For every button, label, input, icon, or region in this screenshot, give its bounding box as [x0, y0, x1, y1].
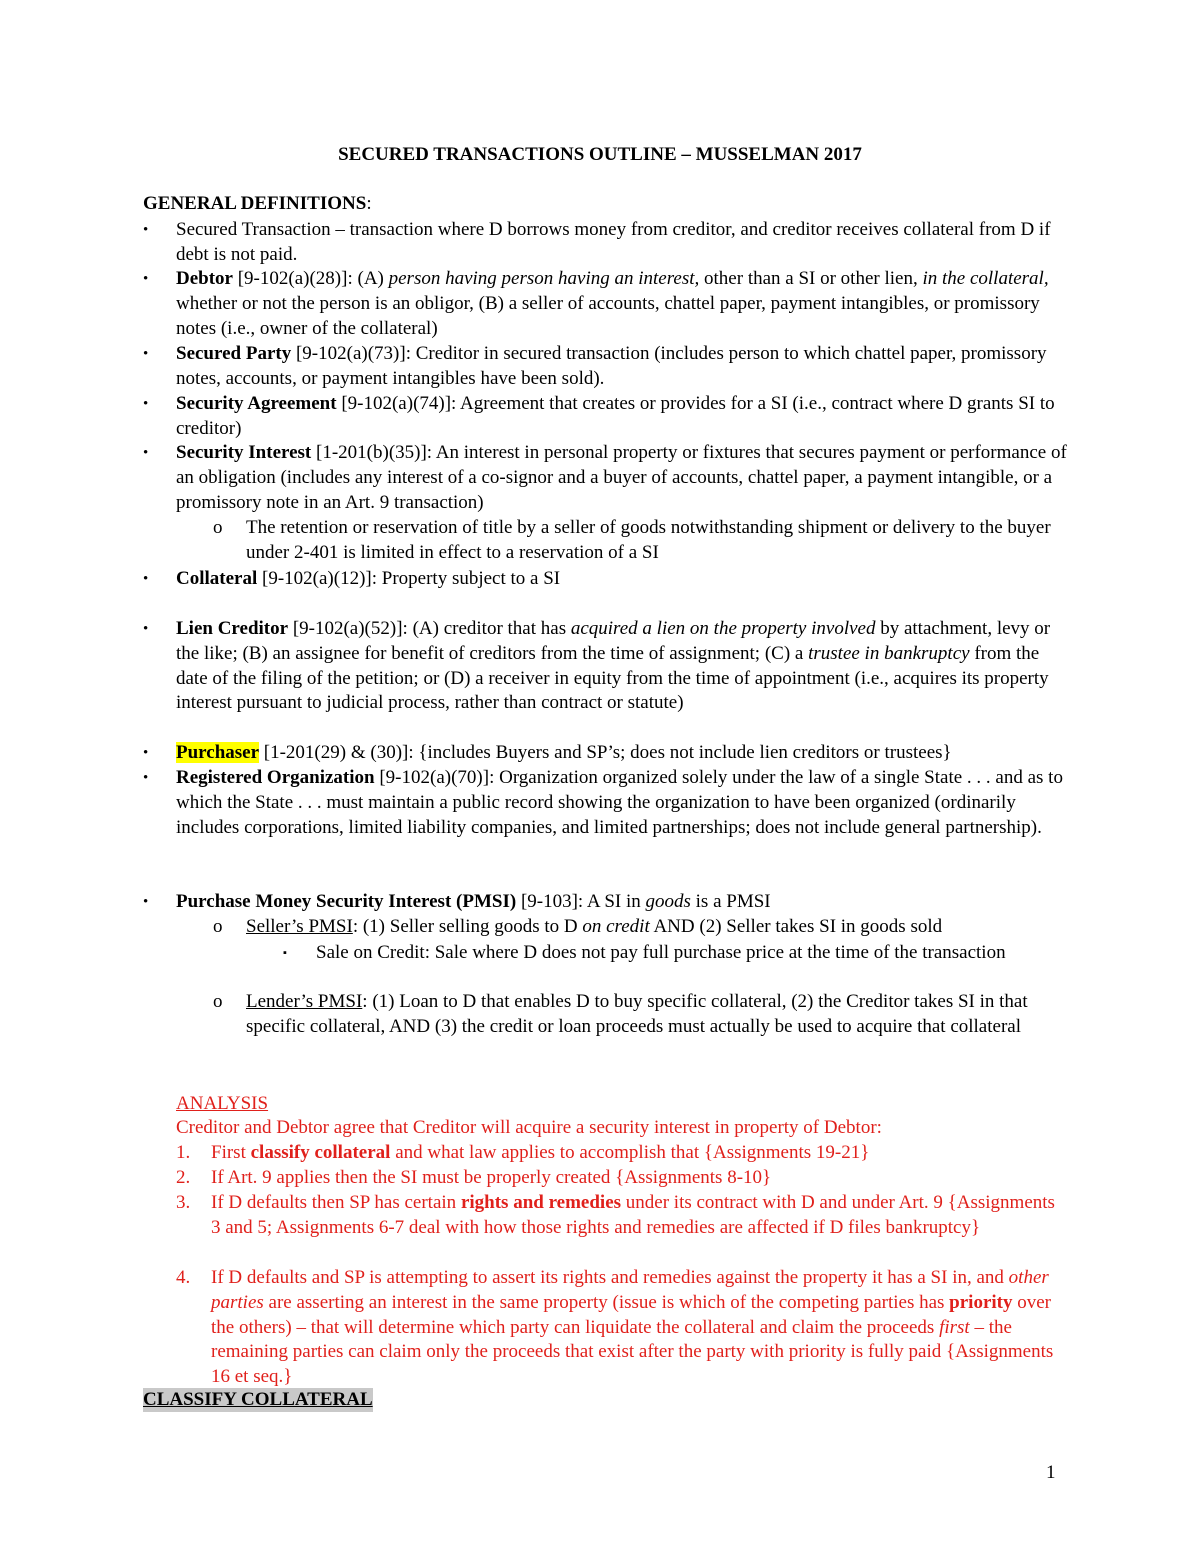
bullet-icon: •	[143, 445, 149, 461]
square-bullet-icon: ▪	[283, 947, 287, 959]
list-number: 1.	[176, 1142, 191, 1163]
analysis-step-2: If Art. 9 applies then the SI must be properly created {Assignments 8-10}	[211, 1167, 772, 1188]
definition-purchaser: Purchaser [1-201(29) & (30)]: {includes Buyers and SP’s; does not include lien creditors or trustees}	[176, 742, 952, 763]
definition-pmsi: Purchase Money Security Interest (PMSI) [9-103]: A SI in goods is a PMSI	[176, 891, 771, 912]
list-number: 4.	[176, 1267, 191, 1288]
document-title: SECURED TRANSACTIONS OUTLINE – MUSSELMAN 2017	[338, 144, 862, 165]
bullet-icon: •	[143, 346, 149, 362]
analysis-intro: Creditor and Debtor agree that Creditor will acquire a security interest in property of Debtor:	[176, 1117, 882, 1138]
bullet-icon: •	[143, 621, 149, 637]
list-number: 3.	[176, 1192, 191, 1213]
sale-on-credit: Sale on Credit: Sale where D does not pay full purchase price at the time of the transaction	[316, 942, 1006, 963]
bullet-icon: •	[143, 396, 149, 412]
page-number: 1	[1046, 1462, 1056, 1483]
security-interest-note: The retention or reservation of title by a seller of goods notwithstanding shipment or delivery to the buyer under 2-401 is limited in effect to a reservation of a SI	[246, 517, 1051, 563]
general-definitions-heading: GENERAL DEFINITIONS:	[143, 193, 372, 214]
analysis-step-1: First classify collateral and what law applies to accomplish that {Assignments 19-21}	[211, 1142, 870, 1163]
classify-collateral-heading: CLASSIFY COLLATERAL	[143, 1389, 373, 1410]
bullet-icon: •	[143, 222, 149, 238]
bullet-icon: •	[143, 571, 149, 587]
definition-debtor: Debtor [9-102(a)(28)]: (A) person having person having an interest, other than a SI or other lien, in the collateral, whether or not the person is an obligor, (B) a seller of accounts, chattel paper, payment intangibles, or promissory notes (i.e., owner of the collateral)	[176, 268, 1049, 339]
definition-lien-creditor: Lien Creditor [9-102(a)(52)]: (A) creditor that has acquired a lien on the property involved by attachment, levy or the like; (B) an assignee for benefit of creditors from the time of assignment; (C) a trustee in bankruptcy from the date of the filing of the petition; or (D) a receiver in equity from the time of appointment (i.e., acquires its property interest pursuant to judicial process, rather than contract or statute)	[176, 618, 1051, 714]
bullet-icon: •	[143, 745, 149, 761]
list-number: 2.	[176, 1167, 191, 1188]
bullet-icon: •	[143, 271, 149, 287]
definition-registered-organization: Registered Organization [9-102(a)(70)]: Organization organized solely under the law of a single State . . . and as to which the State . . . must maintain a public record showing the organization to have been organized (ordinarily includes corporations, limited liability companies, and limited partnerships; does not include general partnership).	[176, 767, 1063, 838]
analysis-heading: ANALYSIS	[176, 1093, 269, 1114]
analysis-step-3: If D defaults then SP has certain rights and remedies under its contract with D and under Art. 9 {Assignments 3 and 5; Assignments 6-7 deal with how those rights and remedies are affected if D files bankruptcy}	[211, 1192, 1055, 1238]
definition-secured-transaction: Secured Transaction – transaction where D borrows money from creditor, and creditor receives collateral from D if debt is not paid.	[176, 219, 1051, 265]
definition-secured-party: Secured Party [9-102(a)(73)]: Creditor in secured transaction (includes person to which chattel paper, promissory notes, accounts, or payment intangibles have been sold).	[176, 343, 1047, 389]
bullet-icon: •	[143, 770, 149, 786]
analysis-step-4: If D defaults and SP is attempting to assert its rights and remedies against the property it has a SI in, and other parties are asserting an interest in the same property (issue is which of the competing parties has priority over the others) – that will determine which party can liquidate the collateral and claim the proceeds first – the remaining parties can claim only the proceeds that exist after the party with priority is fully paid {Assignments 16 et seq.}	[211, 1267, 1054, 1388]
definition-collateral: Collateral [9-102(a)(12)]: Property subject to a SI	[176, 568, 561, 589]
definition-security-agreement: Security Agreement [9-102(a)(74)]: Agreement that creates or provides for a SI (i.e., contract where D grants SI to creditor)	[176, 393, 1055, 439]
definition-security-interest: Security Interest [1-201(b)(35)]: An interest in personal property or fixtures that secures payment or performance of an obligation (includes any interest of a co-signor and a buyer of accounts, chattel paper, a payment intangible, or a promissory note in an Art. 9 transaction)	[176, 442, 1067, 513]
lenders-pmsi: Lender’s PMSI: (1) Loan to D that enables D to buy specific collateral, (2) the Creditor takes SI in that specific collateral, AND (3) the credit or loan proceeds must actually be used to acquire that collateral	[246, 991, 1028, 1037]
sub-bullet-icon: o	[213, 916, 223, 937]
sellers-pmsi: Seller’s PMSI: (1) Seller selling goods to D on credit AND (2) Seller takes SI in goods sold	[246, 916, 943, 937]
bullet-icon: •	[143, 894, 149, 910]
sub-bullet-icon: o	[213, 517, 223, 538]
sub-bullet-icon: o	[213, 991, 223, 1012]
